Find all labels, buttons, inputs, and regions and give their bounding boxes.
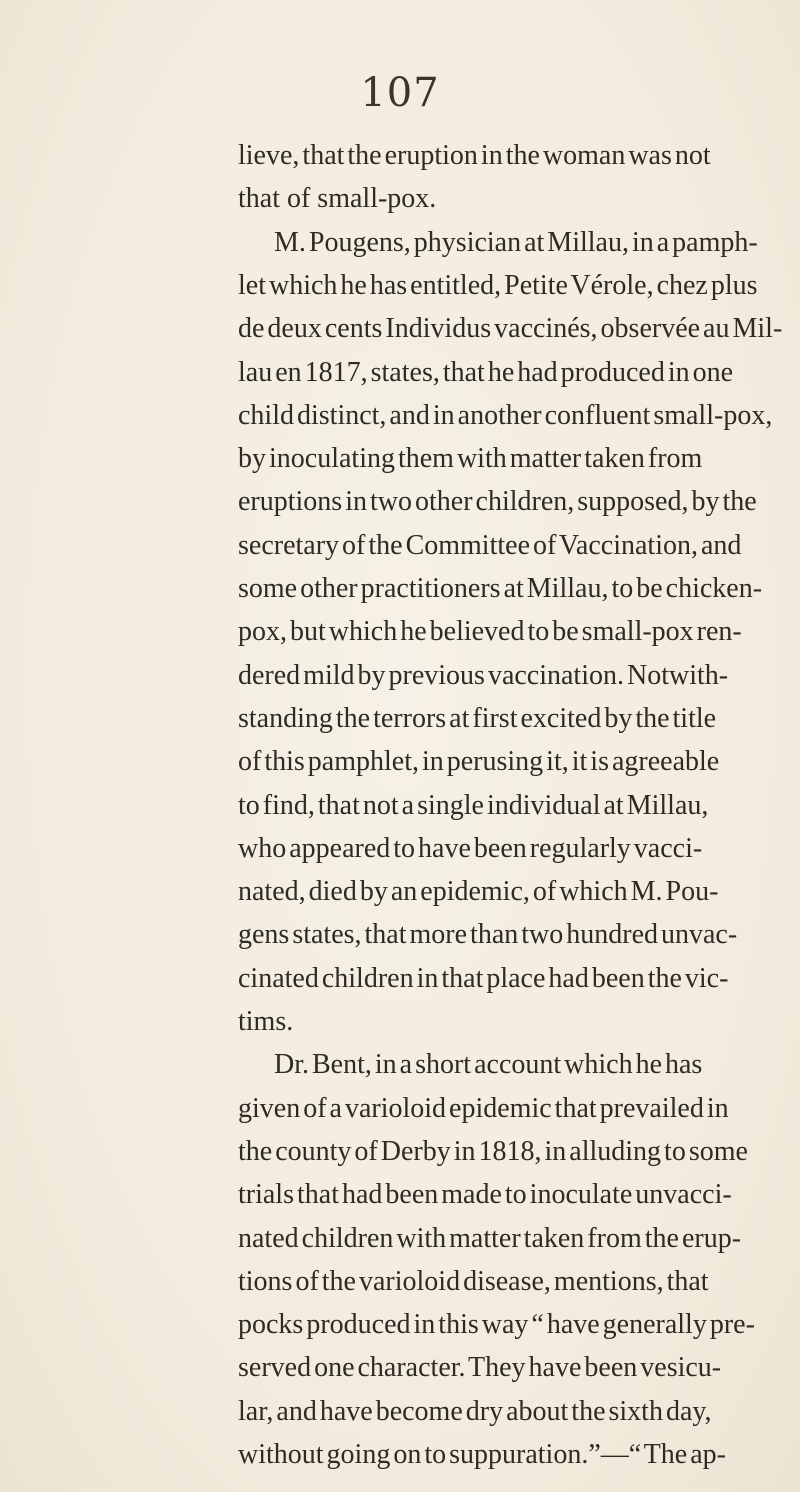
text-line: who appeared to have been regularly vacci- xyxy=(238,832,703,864)
text-line: cinated children in that place had been the vic- xyxy=(238,962,729,994)
text-line: to find, that not a single individual at Millau, xyxy=(238,789,709,821)
text-line: by inoculating them with matter taken from xyxy=(238,443,703,475)
text-line: trials that had been made to inoculate unvacci- xyxy=(238,1179,732,1211)
text-line: let which he has entitled, Petite Vérole, chez plus xyxy=(238,269,758,301)
text-line: served one character. They have been vesicu- xyxy=(238,1352,722,1384)
text-line: tions of the varioloid disease, mentions, that xyxy=(238,1265,709,1297)
text-line: M. Pougens, physician at Millau, in a pamph- xyxy=(274,226,758,258)
text-line: that of small-pox. xyxy=(238,183,437,215)
text-line: de deux cents Individus vaccinés, observée au Mil- xyxy=(238,313,783,345)
text-line: without going on to suppuration.”—“ The ap- xyxy=(238,1439,726,1470)
page-number: 107 xyxy=(360,70,440,116)
text-line: some other practitioners at Millau, to be chicken- xyxy=(238,573,763,604)
text-line: the county of Derby in 1818, in alluding to some xyxy=(238,1135,748,1167)
text-line: lar, and have become dry about the sixth day, xyxy=(238,1395,712,1427)
text-line: of this pamphlet, in perusing it, it is agreeable xyxy=(238,746,720,778)
text-line: Dr. Bent, in a short account which he has xyxy=(274,1049,703,1081)
text-line: eruptions in two other children, supposed, by the xyxy=(238,486,757,518)
text-line: standing the terrors at first excited by the title xyxy=(238,702,717,734)
text-line: pox, but which he believed to be small-pox ren- xyxy=(238,616,742,648)
text-line: dered mild by previous vaccination. Notwith- xyxy=(238,659,729,691)
text-line: secretary of the Committee of Vaccination, and xyxy=(238,529,742,561)
text-line: child distinct, and in another confluent small-pox, xyxy=(238,399,773,431)
text-line: nated, died by an epidemic, of which M. Pou- xyxy=(238,876,719,908)
text-line: lieve, that the eruption in the woman was not xyxy=(238,140,711,171)
text-line: given of a varioloid epidemic that prevailed in xyxy=(238,1092,729,1124)
text-line: pocks produced in this way “ have generally pre- xyxy=(238,1309,755,1341)
text-line: lau en 1817, states, that he had produced in one xyxy=(238,356,734,388)
text-line: tims. xyxy=(238,1006,294,1037)
text-line: nated children with matter taken from the erup- xyxy=(238,1222,742,1254)
text-line: gens states, that more than two hundred unvac- xyxy=(238,919,738,951)
